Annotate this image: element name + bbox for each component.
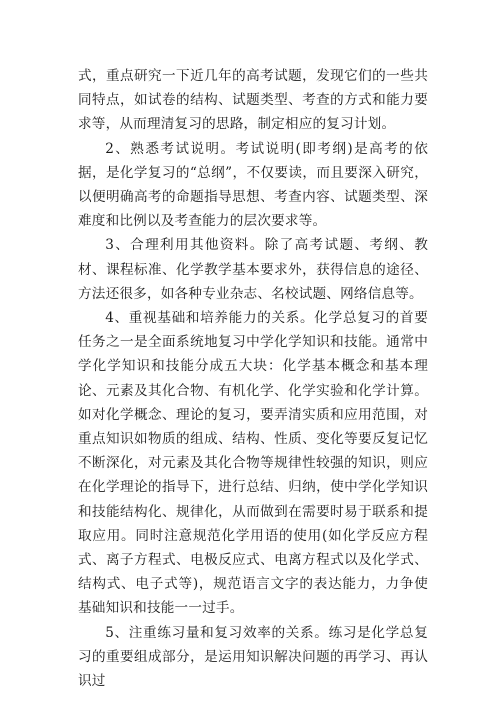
paragraph-item-2: 2、熟悉考试说明。考试说明(即考纲)是高考的依据，是化学复习的“总纲”，不仅要读，而且要深入研究，以便明确高考的命题指导思想、考查内容、试题类型、深难度和比例以及考查能力的层次要求等。 bbox=[78, 140, 428, 230]
paragraph-continuation: 式，重点研究一下近几年的高考试题，发现它们的一些共同特点，如试卷的结构、试题类型、考查的方式和能力要求等，从而理清复习的思路，制定相应的复习计划。 bbox=[78, 68, 428, 133]
paragraph-item-3: 3、合理利用其他资料。除了高考试题、考纲、教材、课程标准、化学教学基本要求外，获得信息的途径、方法还很多，如各种专业杂志、名校试题、网络信息等。 bbox=[78, 237, 428, 302]
document-body bbox=[78, 64, 428, 693]
paragraph-item-4: 4、重视基础和培养能力的关系。化学总复习的首要任务之一是全面系统地复习中学化学知识和技能。通常中学化学知识和技能分成五大块：化学基本概念和基本理论、元素及其化合物、有机化学、化学实验和化学计算。如对化学概念、理论的复习，要弄清实质和应用范围，对重点知识如物质的组成、结构、性质、变化等要反复记忆不断深化，对元素及其化合物等规律性较强的知识，则应在化学理论的指导下，进行总结、归纳，使中学化学知识和技能结构化、规律化，从而做到在需要时易于联系和提取应用。同时注意规范化学用语的使用(如化学反应方程式、离子方程式、电极反应式、电离方程式以及化学式、结构式、电子式等)，规范语言文字的表达能力，力争使基础知识和技能一一过手。 bbox=[78, 310, 428, 617]
paragraph-item-5: 5、注重练习量和复习效率的关系。练习是化学总复习的重要组成部分，是运用知识解决问题的再学习、再认识过 bbox=[78, 624, 428, 690]
